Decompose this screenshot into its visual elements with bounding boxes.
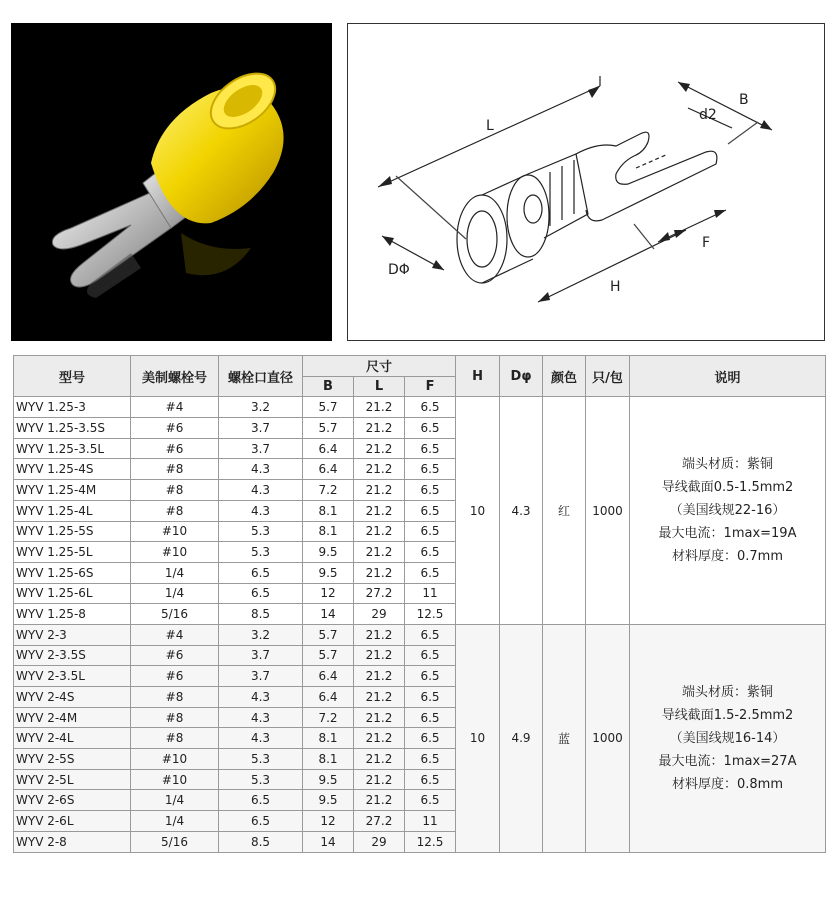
cell-F: 6.5	[405, 624, 456, 645]
cell-model: WYV 1.25-6S	[14, 562, 131, 583]
label-F: F	[702, 235, 711, 251]
dimension-drawing	[348, 24, 824, 340]
cell-bolt-dia: 5.3	[219, 749, 303, 770]
cell-B: 7.2	[303, 480, 354, 501]
cell-F: 6.5	[405, 542, 456, 563]
cell-B: 14	[303, 604, 354, 625]
cell-us-bolt: #10	[131, 769, 219, 790]
cell-per-pack: 1000	[586, 624, 630, 852]
product-photo	[11, 23, 332, 341]
description-line: 导线截面1.5-2.5mm2	[661, 707, 794, 723]
description-line: 端头材质：紫铜	[682, 684, 774, 700]
header-color: 颜色	[543, 356, 586, 397]
cell-us-bolt: 5/16	[131, 604, 219, 625]
cell-D: 4.3	[500, 397, 543, 625]
cell-B: 9.5	[303, 769, 354, 790]
cell-model: WYV 1.25-3	[14, 397, 131, 418]
description-line: 最大电流：1max=27A	[658, 753, 797, 769]
cell-us-bolt: #10	[131, 521, 219, 542]
cell-bolt-dia: 5.3	[219, 769, 303, 790]
table-header	[14, 356, 826, 397]
cell-F: 6.5	[405, 562, 456, 583]
cell-bolt-dia: 8.5	[219, 604, 303, 625]
description-line: 材料厚度：0.7mm	[672, 549, 784, 565]
cell-bolt-dia: 3.7	[219, 645, 303, 666]
cell-B: 8.1	[303, 500, 354, 521]
header-desc: 说明	[630, 356, 826, 397]
cell-color: 蓝	[543, 624, 586, 852]
cell-L: 21.2	[354, 645, 405, 666]
cell-bolt-dia: 3.2	[219, 397, 303, 418]
cell-B: 9.5	[303, 542, 354, 563]
header-size: 尺寸	[303, 356, 456, 377]
cell-bolt-dia: 6.5	[219, 811, 303, 832]
description-line: 端头材质：紫铜	[682, 457, 774, 473]
cell-us-bolt: #8	[131, 687, 219, 708]
cell-bolt-dia: 4.3	[219, 687, 303, 708]
cell-L: 21.2	[354, 707, 405, 728]
cell-model: WYV 2-4S	[14, 687, 131, 708]
cell-B: 8.1	[303, 728, 354, 749]
cell-bolt-dia: 4.3	[219, 459, 303, 480]
label-L: L	[486, 118, 494, 134]
cell-us-bolt: #8	[131, 500, 219, 521]
cell-B: 8.1	[303, 749, 354, 770]
cell-L: 21.2	[354, 459, 405, 480]
cell-model: WYV 2-4L	[14, 728, 131, 749]
cell-L: 21.2	[354, 728, 405, 749]
cell-F: 6.5	[405, 438, 456, 459]
cell-L: 21.2	[354, 418, 405, 439]
cell-B: 6.4	[303, 459, 354, 480]
cell-B: 5.7	[303, 397, 354, 418]
cell-F: 11	[405, 811, 456, 832]
cell-F: 6.5	[405, 521, 456, 542]
cell-model: WYV 1.25-4L	[14, 500, 131, 521]
cell-L: 21.2	[354, 624, 405, 645]
cell-model: WYV 1.25-8	[14, 604, 131, 625]
cell-F: 6.5	[405, 397, 456, 418]
cell-B: 7.2	[303, 707, 354, 728]
cell-L: 27.2	[354, 811, 405, 832]
cell-F: 6.5	[405, 707, 456, 728]
cell-us-bolt: #4	[131, 397, 219, 418]
cell-B: 6.4	[303, 666, 354, 687]
cell-F: 6.5	[405, 749, 456, 770]
cell-model: WYV 2-5L	[14, 769, 131, 790]
cell-model: WYV 2-8	[14, 831, 131, 852]
label-D: DΦ	[388, 262, 410, 278]
header-F: F	[405, 376, 456, 397]
fork-terminal-illustration	[11, 23, 332, 341]
table-group-red	[14, 397, 826, 625]
cell-B: 6.4	[303, 687, 354, 708]
cell-model: WYV 2-3	[14, 624, 131, 645]
label-d2: d2	[699, 107, 717, 123]
cell-us-bolt: 1/4	[131, 562, 219, 583]
cell-bolt-dia: 8.5	[219, 831, 303, 852]
cell-model: WYV 2-5S	[14, 749, 131, 770]
cell-B: 5.7	[303, 624, 354, 645]
cell-bolt-dia: 4.3	[219, 728, 303, 749]
cell-L: 21.2	[354, 562, 405, 583]
cell-us-bolt: #6	[131, 438, 219, 459]
cell-model: WYV 1.25-5L	[14, 542, 131, 563]
cell-B: 14	[303, 831, 354, 852]
cell-model: WYV 1.25-6L	[14, 583, 131, 604]
cell-us-bolt: #4	[131, 624, 219, 645]
header-bolt-dia: 螺栓口直径	[219, 356, 303, 397]
cell-bolt-dia: 3.7	[219, 418, 303, 439]
cell-L: 21.2	[354, 749, 405, 770]
cell-F: 11	[405, 583, 456, 604]
description-line: 导线截面0.5-1.5mm2	[661, 480, 794, 496]
cell-bolt-dia: 3.7	[219, 666, 303, 687]
cell-us-bolt: 1/4	[131, 811, 219, 832]
description-line: 材料厚度：0.8mm	[672, 776, 784, 792]
cell-L: 21.2	[354, 521, 405, 542]
cell-bolt-dia: 6.5	[219, 790, 303, 811]
cell-L: 29	[354, 831, 405, 852]
cell-B: 5.7	[303, 418, 354, 439]
description-line: （美国线规22-16）	[669, 503, 786, 519]
cell-L: 21.2	[354, 666, 405, 687]
cell-bolt-dia: 5.3	[219, 542, 303, 563]
cell-description	[630, 624, 826, 852]
description-line: 最大电流：1max=19A	[658, 526, 797, 542]
cell-us-bolt: 1/4	[131, 790, 219, 811]
cell-F: 12.5	[405, 604, 456, 625]
cell-bolt-dia: 6.5	[219, 583, 303, 604]
table-row	[14, 397, 826, 418]
header-L: L	[354, 376, 405, 397]
cell-bolt-dia: 6.5	[219, 562, 303, 583]
cell-us-bolt: 1/4	[131, 583, 219, 604]
cell-model: WYV 1.25-5S	[14, 521, 131, 542]
cell-bolt-dia: 4.3	[219, 707, 303, 728]
label-B: B	[739, 92, 749, 108]
header-per-pack: 只/包	[586, 356, 630, 397]
cell-us-bolt: #6	[131, 645, 219, 666]
cell-us-bolt: #10	[131, 749, 219, 770]
cell-F: 6.5	[405, 418, 456, 439]
cell-per-pack: 1000	[586, 397, 630, 625]
header-us-bolt: 美制螺栓号	[131, 356, 219, 397]
cell-L: 21.2	[354, 480, 405, 501]
cell-bolt-dia: 3.2	[219, 624, 303, 645]
cell-F: 6.5	[405, 687, 456, 708]
table-row	[14, 624, 826, 645]
cell-F: 6.5	[405, 728, 456, 749]
cell-L: 21.2	[354, 790, 405, 811]
cell-model: WYV 2-6L	[14, 811, 131, 832]
cell-B: 12	[303, 583, 354, 604]
cell-B: 12	[303, 811, 354, 832]
cell-L: 29	[354, 604, 405, 625]
cell-B: 8.1	[303, 521, 354, 542]
header-B: B	[303, 376, 354, 397]
cell-model: WYV 1.25-4S	[14, 459, 131, 480]
cell-model: WYV 2-3.5L	[14, 666, 131, 687]
cell-B: 9.5	[303, 790, 354, 811]
cell-us-bolt: #6	[131, 418, 219, 439]
cell-L: 21.2	[354, 500, 405, 521]
cell-model: WYV 2-6S	[14, 790, 131, 811]
cell-L: 21.2	[354, 438, 405, 459]
cell-F: 6.5	[405, 790, 456, 811]
cell-F: 6.5	[405, 645, 456, 666]
cell-us-bolt: #6	[131, 666, 219, 687]
cell-F: 6.5	[405, 459, 456, 480]
cell-bolt-dia: 3.7	[219, 438, 303, 459]
table-group-blue	[14, 624, 826, 852]
cell-description	[630, 397, 826, 625]
cell-B: 6.4	[303, 438, 354, 459]
cell-L: 21.2	[354, 397, 405, 418]
cell-us-bolt: #8	[131, 480, 219, 501]
cell-H: 10	[456, 397, 500, 625]
cell-model: WYV 1.25-4M	[14, 480, 131, 501]
label-H: H	[610, 279, 621, 295]
cell-bolt-dia: 4.3	[219, 500, 303, 521]
cell-color: 红	[543, 397, 586, 625]
cell-us-bolt: #8	[131, 707, 219, 728]
cell-us-bolt: #8	[131, 459, 219, 480]
spec-table	[13, 355, 826, 853]
cell-model: WYV 1.25-3.5L	[14, 438, 131, 459]
cell-H: 10	[456, 624, 500, 852]
cell-us-bolt: 5/16	[131, 831, 219, 852]
cell-B: 9.5	[303, 562, 354, 583]
cell-L: 27.2	[354, 583, 405, 604]
cell-model: WYV 2-4M	[14, 707, 131, 728]
description-line: （美国线规16-14）	[669, 730, 786, 746]
header-model: 型号	[14, 356, 131, 397]
cell-model: WYV 2-3.5S	[14, 645, 131, 666]
cell-L: 21.2	[354, 769, 405, 790]
cell-bolt-dia: 4.3	[219, 480, 303, 501]
cell-L: 21.2	[354, 687, 405, 708]
cell-F: 6.5	[405, 769, 456, 790]
cell-F: 6.5	[405, 666, 456, 687]
cell-bolt-dia: 5.3	[219, 521, 303, 542]
cell-F: 6.5	[405, 500, 456, 521]
cell-model: WYV 1.25-3.5S	[14, 418, 131, 439]
cell-B: 5.7	[303, 645, 354, 666]
header-D: Dφ	[500, 356, 543, 397]
cell-L: 21.2	[354, 542, 405, 563]
cell-F: 12.5	[405, 831, 456, 852]
cell-us-bolt: #10	[131, 542, 219, 563]
cell-D: 4.9	[500, 624, 543, 852]
cell-F: 6.5	[405, 480, 456, 501]
dimension-diagram	[347, 23, 825, 341]
header-H: H	[456, 356, 500, 397]
cell-us-bolt: #8	[131, 728, 219, 749]
